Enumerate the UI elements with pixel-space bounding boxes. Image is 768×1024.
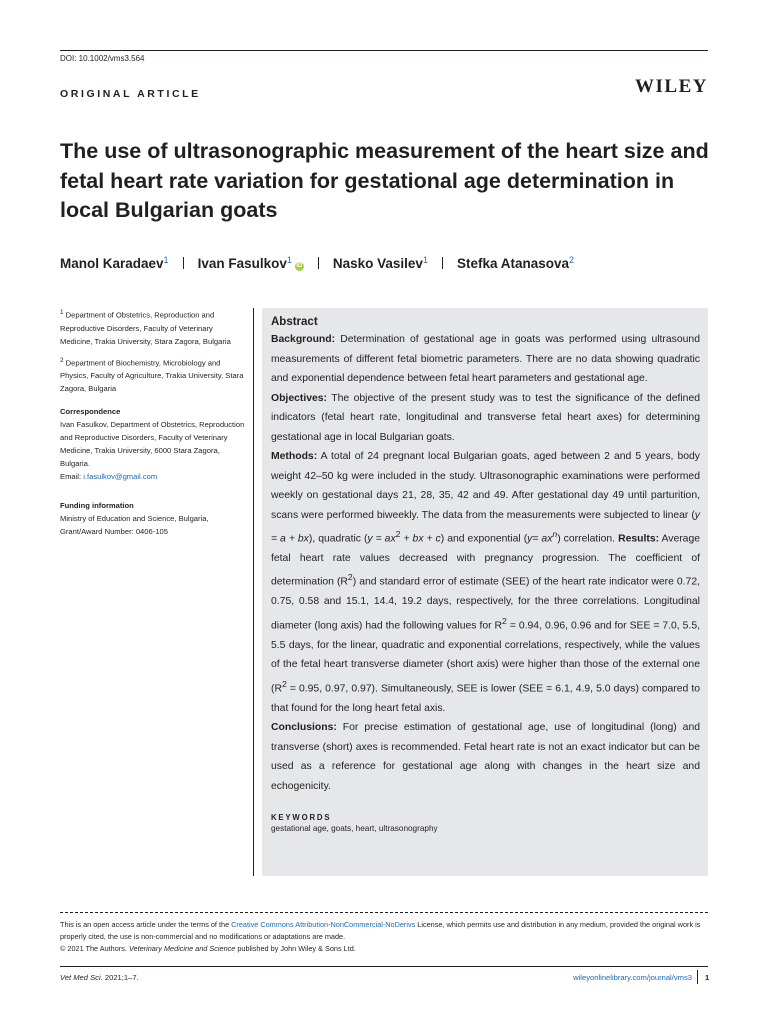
doi[interactable]: DOI: 10.1002/vms3.564 bbox=[60, 54, 145, 63]
author-separator bbox=[442, 257, 443, 269]
journal-reference: Vet Med Sci. 2021;1–7. bbox=[60, 973, 139, 982]
license-text: This is an open access article under the terms of the Creative Commons Attribution-NonCommercial-NoDerivs License, which permits use and distribution in any medium, provided the original work is properly cited, the use is non-commercial and no modifications or adaptations are made. © 2021 The Authors. Veterinary Medicine and Science published by John Wiley & Sons Ltd. bbox=[60, 920, 701, 953]
footer-rule bbox=[60, 966, 708, 967]
abstract-box bbox=[262, 308, 708, 876]
page-number: 1 bbox=[705, 973, 710, 982]
top-rule bbox=[60, 50, 708, 51]
column-divider bbox=[253, 308, 254, 876]
abstract-objectives: Objectives: The objective of the present study was to test the significance of the defined indicators (fetal heart rate, longitudinal and transverse fetal heart axes) for determining gestational age in local Bulgarian goats. bbox=[271, 392, 701, 443]
abstract-heading: Abstract bbox=[271, 316, 318, 328]
license-divider bbox=[60, 912, 708, 913]
author-separator bbox=[183, 257, 184, 269]
abstract-background: Background: Determination of gestational age in goats was performed using ultrasound measurements of different fetal biometric parameters. There are no data showing quadratic and exponential dependence between fetal heart parameters and gestational age. bbox=[271, 334, 700, 384]
article-title: The use of ultrasonographic measurement of the heart size and fetal heart rate variation for gestational age determination in local Bulgarian goats bbox=[60, 139, 709, 222]
author-list bbox=[60, 255, 720, 271]
publisher-logo: WILEY bbox=[635, 76, 708, 97]
sidebar bbox=[60, 306, 246, 538]
abstract-conclusions: Conclusions: For precise estimation of gestational age, use of longitudinal (long) and transverse (short) axes is recommended. Fetal heart rate is not an exact indicator but can be used as a reference for gestational age along with changes in the heart size and echogenicity. bbox=[271, 722, 700, 792]
email-link[interactable]: i.fasulkov@gmail.com bbox=[83, 472, 158, 482]
keywords-label: KEYWORDS bbox=[271, 813, 332, 823]
funding-text: Ministry of Education and Science, Bulgaria, Grant/Award Number: 0406-105 bbox=[60, 514, 209, 537]
author[interactable]: Ivan Fasulkov$^1$iD bbox=[197, 255, 303, 271]
license-link[interactable]: Creative Commons Attribution-NonCommercial-NoDerivs bbox=[231, 920, 416, 929]
correspondence-text: Ivan Fasulkov, Department of Obstetrics, Reproduction and Reproductive Disorders, Faculty of Veterinary Medicine, Trakia University, 6000 Stara Zagora, Bulgaria. Email: i.fasulkov@gmail.com bbox=[60, 420, 245, 482]
affiliation: $^1$ Department of Obstetrics, Reproduction and Reproductive Disorders, Faculty of Veterinary Medicine, Trakia University, Stara Zagora, Bulgaria bbox=[60, 309, 231, 346]
author[interactable]: Stefka Atanasova$^2$ bbox=[456, 255, 575, 271]
funding-heading: Funding information bbox=[60, 501, 134, 511]
abstract-methods-results: Methods: A total of 24 pregnant local Bulgarian goats, aged between 2 and 5 years, body weight 42–50 kg were included in the study. Ultrasonographic examinations were performed weekly on gestational days 21, 28, 35, 42 and 49. After gestational day 49 until parturition, scans were performed biweekly. The data from the measurements were subjected to linear (y = a + bx), quadratic ($y = ax^2$ + bx + c) and exponential $(y= ax^n)$ correlation. Results: Average fetal heart rate values decreased with pregnancy progression. The coefficient of determination $(R^2)$ and standard error of estimate (SEE) of the heart rate indicator were 0.72, 0.75, 0.58 and 15.1, 14.4, 19.2 days, respectively, for the three correlations. Longitudinal diameter (long axis) had the following values for $R^2 = 0.94$, 0.96, 0.96 and for SEE = 7.0, 5.5, 5.5 days, for the linear, quadratic and exponential correlations, respectively, while the values of the fetal heart transverse diameter (short axis) were higher than those of the external one ($R^2 = 0.95$, 0.97, 0.97). Simultaneously, SEE is lower (SEE = 6.1, 4.9, 5.0 days) compared to that found for the long heart fetal axis. bbox=[271, 451, 701, 714]
author-separator bbox=[318, 257, 319, 269]
correspondence-heading: Correspondence bbox=[60, 407, 121, 417]
keywords: gestational age, goats, heart, ultrasonography bbox=[271, 824, 438, 834]
author[interactable]: Manol Karadaev$^1$ bbox=[60, 255, 169, 271]
orcid-icon[interactable]: iD bbox=[296, 263, 303, 269]
author[interactable]: Nasko Vasilev$^1$ bbox=[332, 255, 428, 271]
journal-url-link[interactable]: wileyonlinelibrary.com/journal/vms3 bbox=[573, 973, 692, 982]
section-label: ORIGINAL ARTICLE bbox=[60, 88, 201, 100]
page-separator bbox=[697, 970, 698, 984]
affiliation: $^2$ Department of Biochemistry, Microbiology and Physics, Faculty of Agriculture, Trakia University, Stara Zagora, Bulgaria bbox=[60, 356, 244, 394]
